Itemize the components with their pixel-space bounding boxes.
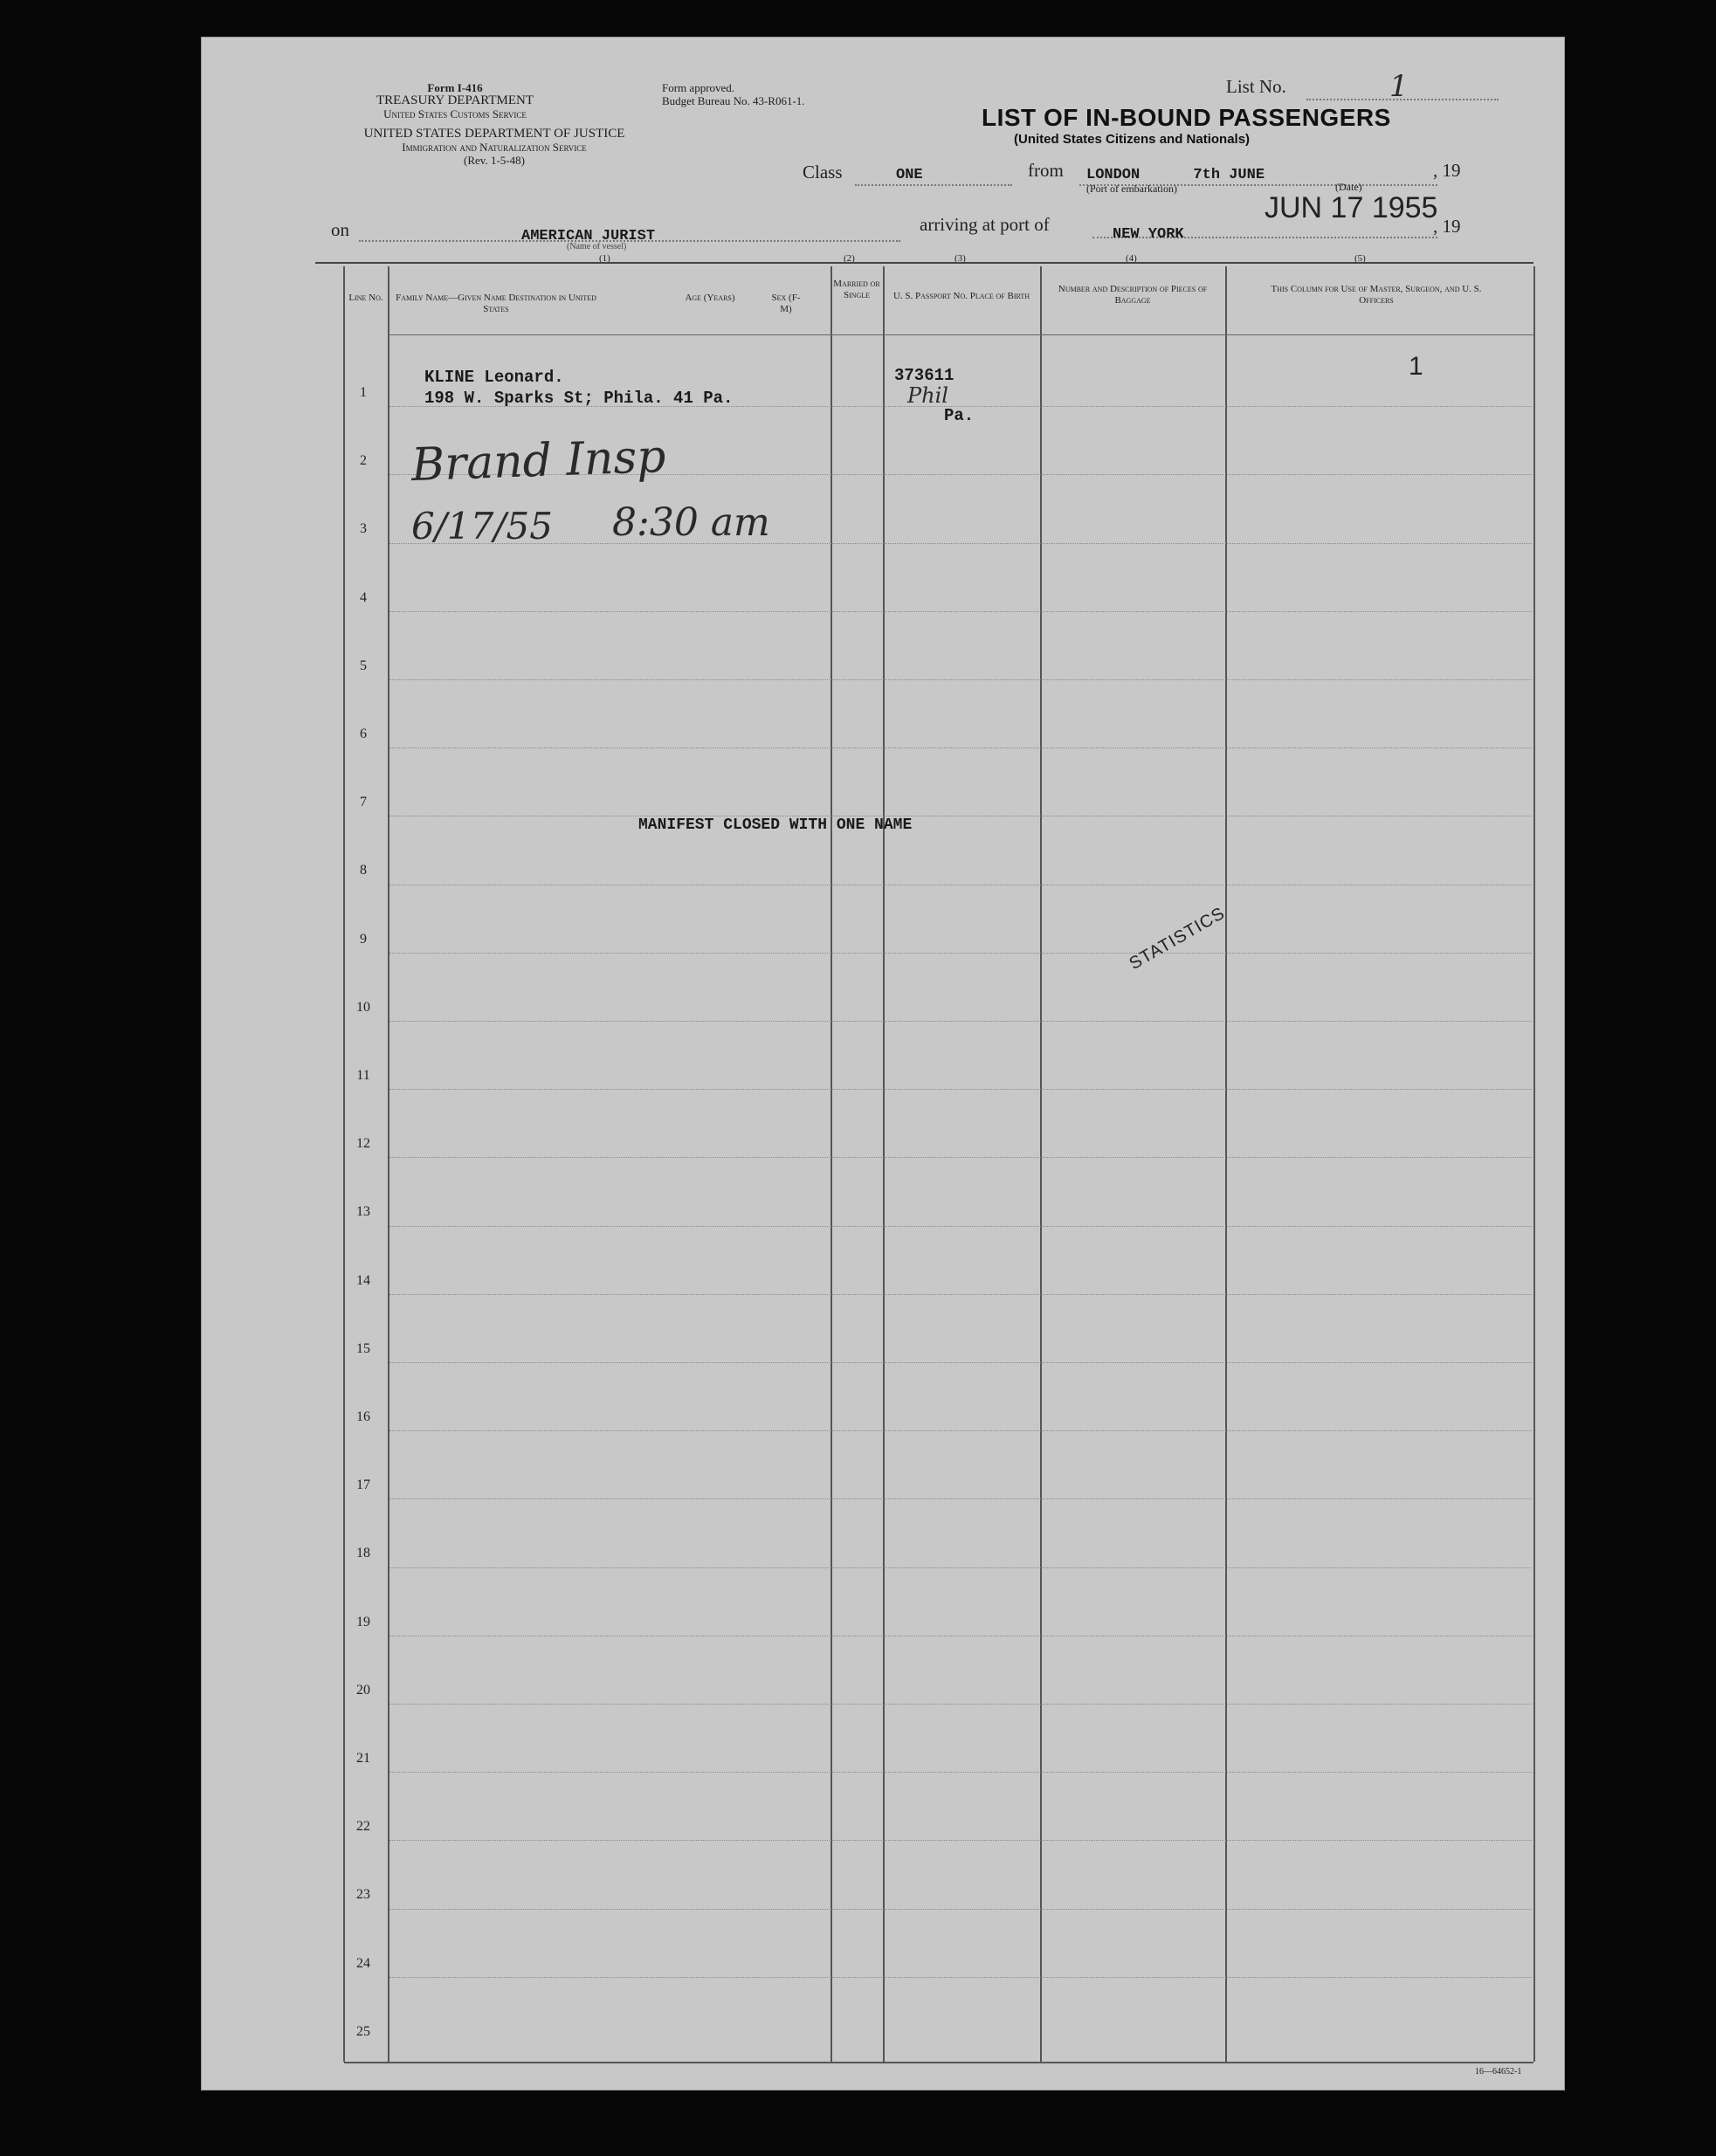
row-rule — [389, 1909, 1532, 1910]
row-rule — [389, 1704, 1532, 1705]
from-value: LONDON 7th JUNE — [1086, 167, 1265, 183]
row-rule — [389, 1977, 1532, 1978]
agency-block — [333, 81, 577, 121]
list-no-label: List No. — [1226, 76, 1286, 97]
entry-address: 198 W. Sparks St; Phila. 41 Pa. — [424, 389, 734, 408]
year-label-1: , 19 — [1433, 160, 1461, 181]
line-number: 9 — [360, 931, 367, 947]
line-number: 11 — [356, 1068, 370, 1083]
inspection-date: 6/17/55 — [411, 505, 553, 548]
row-rule — [389, 1567, 1532, 1568]
line-number: 4 — [360, 589, 367, 605]
doj-block — [328, 127, 660, 167]
col-num-1: (1) — [599, 253, 610, 264]
table-left-border — [343, 266, 345, 2062]
line-number: 16 — [356, 1409, 370, 1424]
ins-name: Immigration and Naturalization Service — [402, 141, 587, 154]
date-caption: (Date) — [1335, 181, 1362, 193]
page-title: LIST OF IN-BOUND PASSENGERS — [982, 104, 1391, 131]
arriving-label: arriving at port of — [920, 214, 1050, 235]
col-num-4: (4) — [1126, 253, 1137, 264]
form-number: Form I-416 — [427, 81, 483, 94]
header-married: Married or Single — [833, 279, 880, 300]
row-rule — [389, 543, 1532, 544]
line-number: 14 — [356, 1272, 370, 1288]
col-divider-name — [388, 266, 389, 2062]
class-label: Class — [803, 162, 843, 183]
line-number: 6 — [360, 727, 367, 741]
col-divider-officers — [1225, 266, 1227, 2062]
row-rule — [389, 1021, 1532, 1022]
header-bottom-rule — [388, 334, 1533, 335]
arrival-port-value: NEW YORK — [1113, 226, 1184, 243]
row-rule — [389, 953, 1532, 954]
port-embark-caption: (Port of embarkation) — [1086, 183, 1177, 195]
line-number: 18 — [356, 1546, 370, 1561]
row-rule — [389, 679, 1532, 680]
row-rule — [389, 1430, 1532, 1431]
on-label: on — [331, 219, 349, 240]
arrival-date-stamp: JUN 17 1955 — [1265, 191, 1438, 224]
line-number: 8 — [360, 863, 367, 878]
line-number: 22 — [356, 1819, 370, 1835]
line-number: 5 — [360, 658, 367, 673]
manifest-page — [201, 37, 1565, 2091]
col-divider-passport — [883, 266, 885, 2062]
entry-birth-state: Pa. — [944, 406, 975, 425]
budget-bureau: Budget Bureau No. 43-R061-1. — [662, 94, 805, 107]
line-number: 24 — [356, 1955, 370, 1971]
statistics-stamp: STATISTICS — [1126, 903, 1229, 975]
header-baggage: Number and Description of Pieces of Baggage — [1058, 284, 1208, 306]
row-rule — [389, 1772, 1532, 1773]
vessel-caption: (Name of vessel) — [567, 242, 627, 251]
row-rule — [389, 747, 1532, 748]
form-approved: Form approved. — [662, 81, 735, 94]
col-divider-baggage — [1040, 266, 1042, 2062]
entry-name: KLINE Leonard. — [424, 368, 564, 387]
header-passport: U. S. Passport No. Place of Birth — [892, 291, 1030, 301]
header-age: Age (Years) — [685, 293, 735, 303]
manifest-closed-note: MANIFEST CLOSED WITH ONE NAME — [638, 816, 913, 834]
row-rule — [389, 1840, 1532, 1841]
line-number: 19 — [356, 1614, 370, 1629]
row-rule — [389, 1294, 1532, 1295]
from-label: from — [1028, 160, 1064, 181]
table-right-border — [1533, 266, 1535, 2062]
line-number: 1 — [360, 385, 367, 400]
class-line — [855, 184, 1012, 186]
header-sex: Sex (F-M) — [771, 293, 801, 314]
row-rule — [389, 611, 1532, 612]
row-rule — [389, 1362, 1532, 1363]
treasury-dept: TREASURY DEPARTMENT — [376, 93, 534, 107]
table-bottom-border — [344, 2062, 1533, 2063]
list-no-value: 1 — [1389, 69, 1409, 104]
vessel-value: AMERICAN JURIST — [521, 228, 656, 245]
col-num-5: (5) — [1354, 253, 1366, 264]
line-number: 15 — [356, 1340, 370, 1356]
approval-block — [662, 81, 805, 107]
line-number: 25 — [356, 2023, 370, 2039]
col-divider-married — [830, 266, 832, 2062]
line-number: 13 — [356, 1204, 370, 1220]
header-officers: This Column for Use of Master, Surgeon, and U. S. Officers — [1271, 284, 1482, 306]
row-rule — [389, 1498, 1532, 1499]
header-line-no: Line No. — [348, 293, 383, 303]
line-number: 23 — [356, 1887, 370, 1903]
line-number: 20 — [356, 1682, 370, 1698]
doj-name: UNITED STATES DEPARTMENT OF JUSTICE — [363, 127, 625, 141]
year-label-2: , 19 — [1433, 216, 1461, 237]
line-number: 21 — [356, 1751, 370, 1766]
line-number: 12 — [356, 1136, 370, 1152]
line-number: 2 — [360, 453, 367, 469]
row-rule — [389, 1157, 1532, 1158]
header-name: Family Name—Given Name Destination in United States — [396, 293, 596, 314]
row-rule — [389, 1226, 1532, 1227]
line-number: 7 — [360, 795, 367, 810]
rev-date: (Rev. 1-5-48) — [464, 154, 525, 167]
inspection-time: 8:30 am — [612, 500, 770, 545]
officer-count: 1 — [1409, 352, 1423, 381]
class-value: ONE — [896, 167, 923, 183]
line-number: 10 — [356, 999, 370, 1015]
row-rule — [389, 1089, 1532, 1090]
col-num-3: (3) — [954, 253, 966, 264]
table-top-border — [315, 262, 1533, 264]
footer-code: 16—64652-1 — [1475, 2067, 1522, 2077]
customs-service: United States Customs Service — [383, 107, 527, 121]
entry-passport: 373611 — [894, 366, 954, 385]
inspector-signature: Brand Insp — [410, 430, 667, 493]
line-number: 17 — [356, 1478, 370, 1493]
line-number: 3 — [360, 521, 367, 537]
page-subtitle: (United States Citizens and Nationals) — [1014, 132, 1251, 147]
col-num-2: (2) — [844, 253, 855, 264]
entry-birth-hand: Phil — [907, 383, 948, 408]
